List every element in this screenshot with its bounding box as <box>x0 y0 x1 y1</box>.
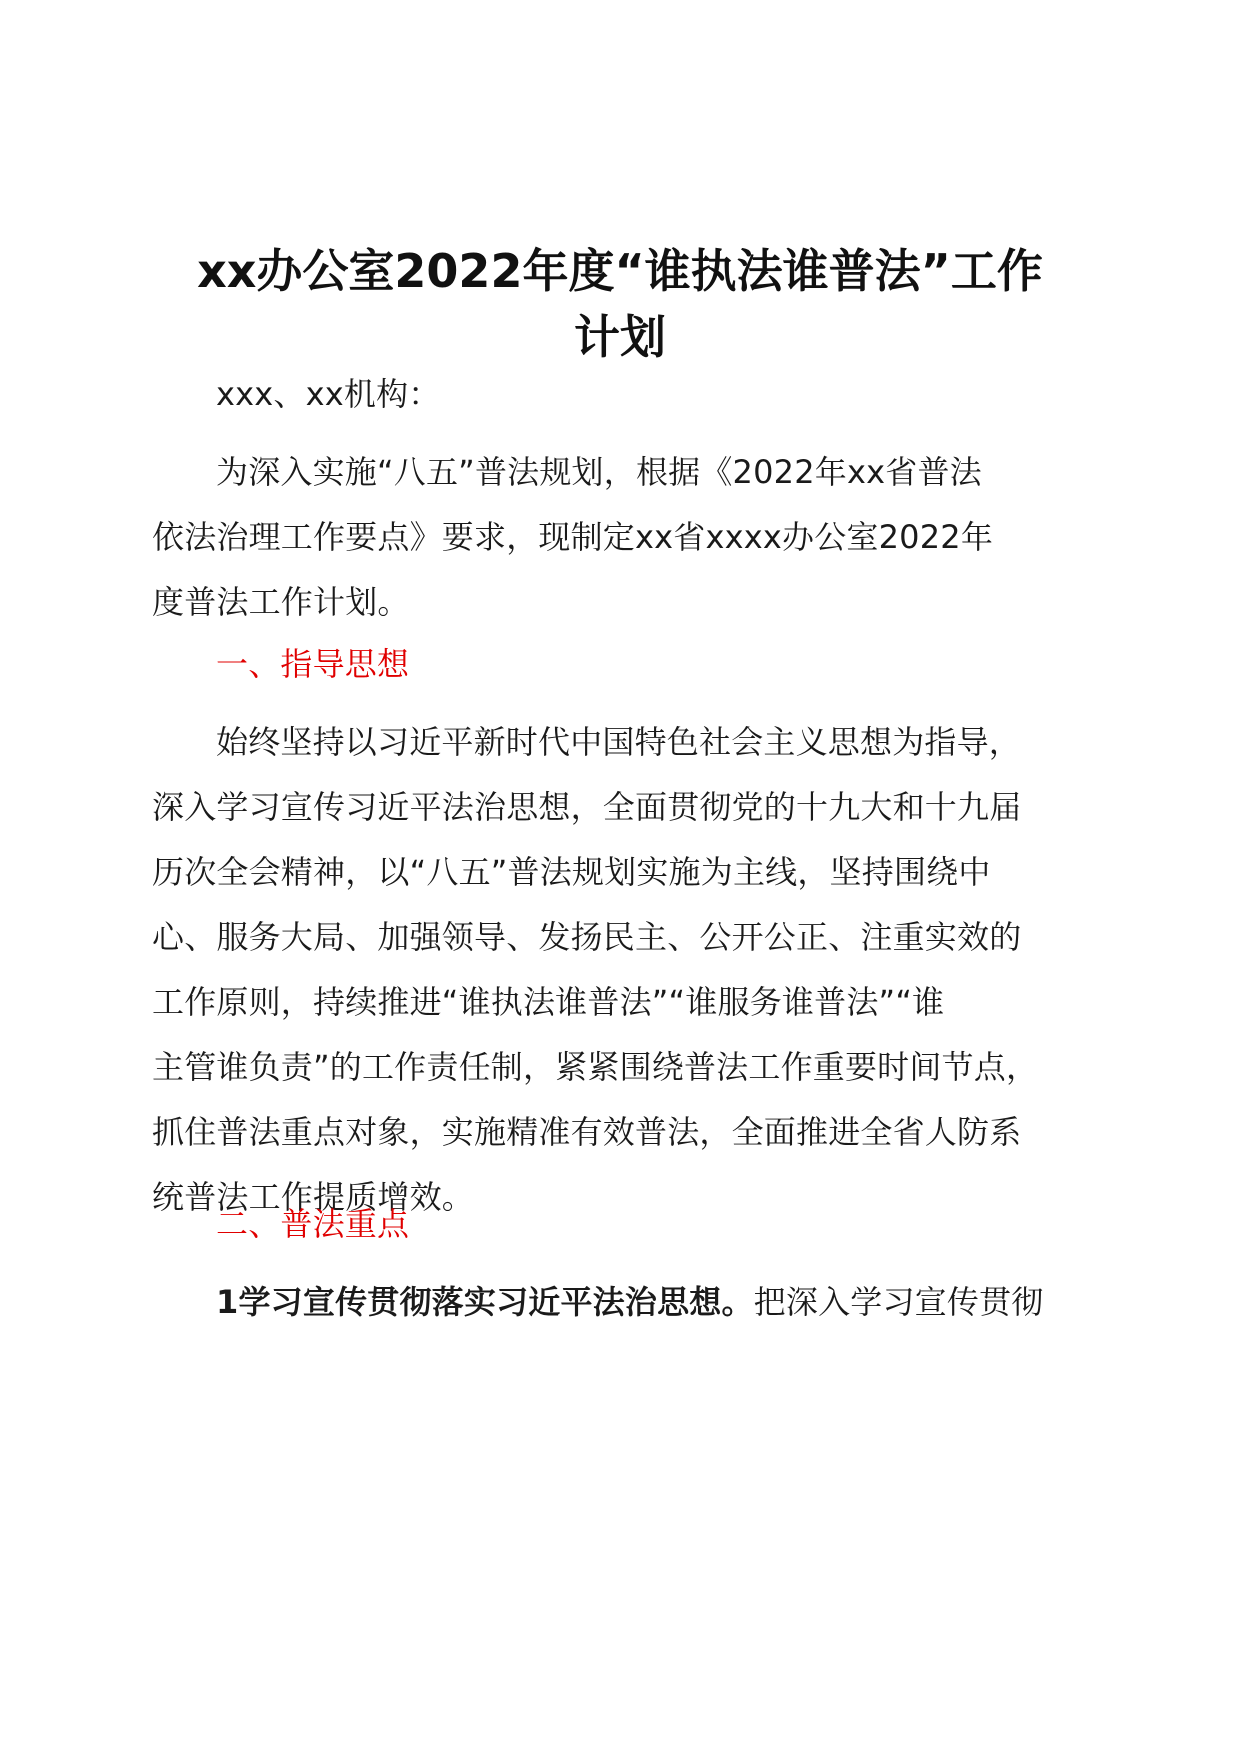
intro-line-1: 为深入实施“八五”普法规划，根据《2022年xx省普法 <box>216 453 982 491</box>
paragraph-line: 深入学习宣传习近平法治思想，全面贯彻党的十九大和十九届 <box>152 788 1022 826</box>
intro-line-2: 依法治理工作要点》要求，现制定xx省xxxx办公室2022年 <box>152 518 994 556</box>
item-1-paragraph <box>152 1270 1112 1335</box>
paragraph-line: 历次全会精神，以“八五”普法规划实施为主线，坚持围绕中 <box>152 853 991 891</box>
section-heading-guiding-ideology: 一、指导思想 <box>216 645 410 683</box>
paragraph-line: 统普法工作提质增效。 <box>152 1178 475 1216</box>
paragraph-line: 始终坚持以习近平新时代中国特色社会主义思想为指导， <box>216 723 1022 761</box>
paragraph-line: 工作原则，持续推进“谁执法谁普法”“谁服务谁普法”“谁 <box>152 983 945 1021</box>
item-1-text: 把深入学习宣传贯彻 <box>753 1283 1044 1321</box>
document-title <box>140 238 1100 370</box>
guiding-ideology-paragraph <box>152 710 1112 1230</box>
paragraph-line: 抓住普法重点对象，实施精准有效普法，全面推进全省人防系 <box>152 1113 1022 1151</box>
intro-line-3: 度普法工作计划。 <box>152 583 410 621</box>
title-line-2: 计划 <box>574 310 666 364</box>
paragraph-line: 主管谁负责”的工作责任制，紧紧围绕普法工作重要时间节点， <box>152 1048 1039 1086</box>
intro-paragraph <box>152 440 1112 635</box>
item-1-heading: 1学习宣传贯彻落实习近平法治思想。 <box>216 1283 754 1321</box>
salutation: xxx、xx机构： <box>216 375 441 413</box>
title-line-1: xx办公室2022年度“谁执法谁普法”工作 <box>197 244 1043 298</box>
paragraph-line: 心、服务大局、加强领导、发扬民主、公开公正、注重实效的 <box>152 918 1022 956</box>
section-heading-key-points: 二、普法重点 <box>216 1205 410 1243</box>
